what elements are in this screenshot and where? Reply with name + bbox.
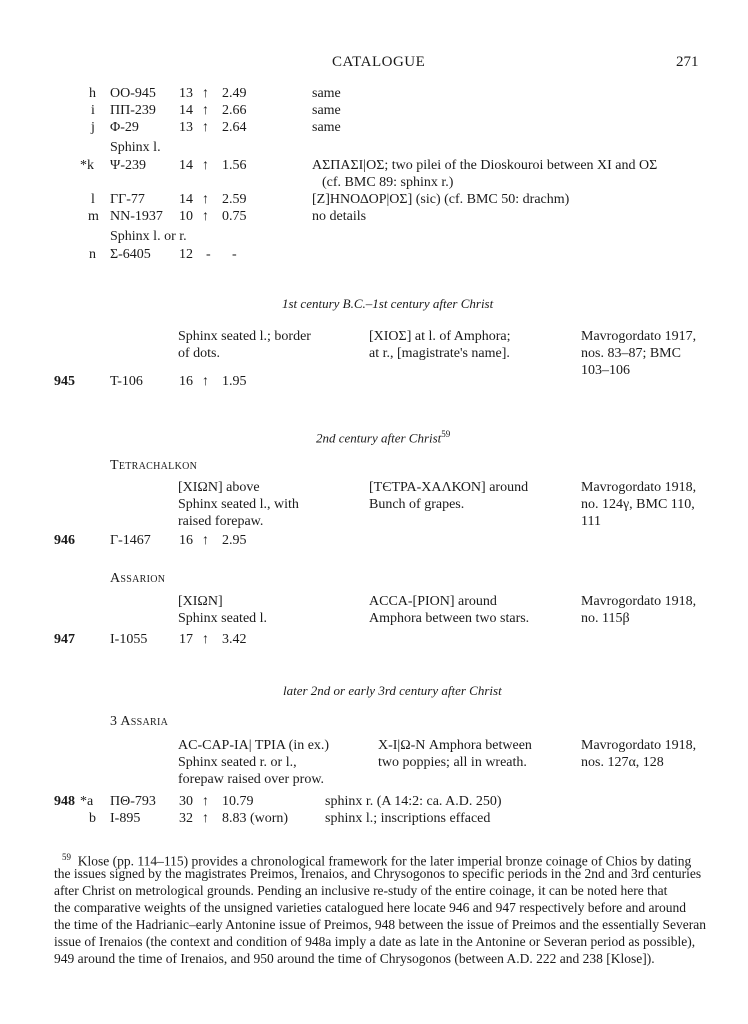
inventory-number: ΠΠ-239: [110, 103, 156, 118]
weight: 2.59: [222, 192, 247, 207]
obverse-line: Sphinx seated l., with: [178, 497, 299, 512]
page-title: CATALOGUE: [332, 54, 426, 70]
reverse-line: two poppies; all in wreath.: [378, 755, 527, 770]
diameter: 13: [179, 86, 193, 101]
row-id: l: [91, 192, 95, 207]
reverse-line: Amphora between two stars.: [369, 611, 530, 626]
inventory-number: ΓΓ-77: [110, 192, 145, 207]
reference-line: nos. 83–87; BMC: [581, 346, 681, 361]
footnote-line: 949 around the time of Irenaios, and 950 around the time of Chrysogonos (between A.D. 222 and 238 [Klose]).: [54, 951, 655, 966]
subheading: Sphinx l. or r.: [110, 229, 187, 244]
subheading: Sphinx l.: [110, 140, 161, 155]
inventory-number: I-895: [110, 811, 141, 826]
diameter: 30: [179, 794, 193, 809]
row-id: h: [89, 86, 96, 101]
diameter: 17: [179, 632, 193, 647]
obverse-line: ΑC-CΑΡ-ΙΑ| ΤΡΙΑ (in ex.): [178, 738, 330, 753]
page-number: 271: [676, 54, 699, 70]
die-axis-arrow-icon: ↑: [202, 811, 209, 826]
description: ΑΣΠΑΣΙ|ΟΣ; two pilei of the Dioskouroi between ΧΙ and ΟΣ: [312, 158, 658, 173]
denomination: 3 Assaria: [110, 714, 169, 729]
footnote-text: Klose (pp. 114–115) provides a chronological framework for the later imperial bronze coinage of Chios by dating: [77, 853, 692, 869]
reverse-line: Bunch of grapes.: [369, 497, 465, 512]
inventory-number: OO-945: [110, 86, 156, 101]
diameter: 32: [179, 811, 193, 826]
description: same: [312, 103, 341, 118]
section-heading-1: 1st century B.C.–1st century after Christ: [282, 296, 494, 311]
weight: 2.64: [222, 120, 247, 135]
weight: 8.83 (worn): [222, 811, 289, 826]
die-axis-arrow-icon: ↑: [202, 158, 209, 173]
denomination: Tetrachalkon: [110, 458, 198, 473]
section-heading-text: 2nd century after Christ: [316, 430, 442, 446]
diameter: 16: [179, 533, 193, 548]
reverse-line: Χ-Ι|Ω-Ν Amphora between: [378, 738, 532, 753]
reference-line: 103–106: [581, 363, 630, 378]
description: no details: [312, 209, 367, 224]
die-axis-arrow-icon: ↑: [202, 103, 209, 118]
description: same: [312, 86, 341, 101]
obverse-line: Sphinx seated l.; border: [178, 329, 311, 344]
diameter: 10: [179, 209, 193, 224]
row-id: j: [91, 120, 95, 135]
footnote-line: the comparative weights of the unsigned varieties catalogued here locate 946 and 947 respectively before and around: [54, 900, 687, 915]
footnote-line: the issues signed by the magistrates Preimos, Irenaios, and Chrysogonos to specific periods in the 2nd and 3rd centuries: [54, 866, 702, 881]
reverse-line: ΑССΑ-[ΡΙΟΝ] around: [369, 594, 497, 609]
obverse-line: Sphinx seated l.: [178, 611, 268, 626]
weight: 2.66: [222, 103, 247, 118]
diameter: 16: [179, 374, 193, 389]
weight: 2.95: [222, 533, 247, 548]
diameter: 13: [179, 120, 193, 135]
obverse-line: forepaw raised over prow.: [178, 772, 325, 787]
footnote-line: after Christ on metrological grounds. Pending an inclusive re-study of the entire coinage, it can be noted here that: [54, 883, 668, 898]
die-axis-arrow-icon: ↑: [202, 120, 209, 135]
catalogue-number: 947: [54, 632, 75, 647]
denomination: Assarion: [110, 571, 166, 586]
row-id: m: [88, 209, 99, 224]
diameter: 12: [179, 247, 193, 262]
weight: 10.79: [222, 794, 254, 809]
reference-line: nos. 127α, 128: [581, 755, 664, 770]
description: sphinx l.; inscriptions effaced: [325, 811, 491, 826]
reference-line: 111: [581, 514, 601, 529]
weight: 3.42: [222, 632, 247, 647]
die-axis-arrow-icon: ↑: [202, 794, 209, 809]
row-id: i: [91, 103, 95, 118]
section-heading-2: [316, 426, 450, 446]
footnote-marker: 59: [441, 429, 451, 439]
inventory-number: Ψ-239: [110, 158, 146, 173]
reference-line: Mavrogordato 1917,: [581, 329, 697, 344]
reverse-line: [ΧΙΟΣ] at l. of Amphora;: [369, 329, 511, 344]
description-continuation: (cf. BMC 89: sphinx r.): [322, 175, 454, 190]
description: [Ζ]ΗΝΟΔΟΡ|ΟΣ] (sic) (cf. BMC 50: drachm): [312, 192, 570, 207]
reference-line: no. 115β: [581, 611, 630, 626]
die-axis-arrow-icon: ↑: [202, 632, 209, 647]
catalogue-number: 948: [54, 794, 75, 809]
catalogue-number: 945: [54, 374, 75, 389]
reference-line: Mavrogordato 1918,: [581, 594, 697, 609]
inventory-number: Σ-6405: [110, 247, 151, 262]
obverse-line: Sphinx seated r. or l.,: [178, 755, 297, 770]
footnote-line: issue of Irenaios (the context and condition of 948a imply a date as late in the Antonine or Severan period as possible),: [54, 934, 696, 949]
weight: 0.75: [222, 209, 247, 224]
reference-line: Mavrogordato 1918,: [581, 738, 697, 753]
row-id: *k: [80, 158, 94, 173]
inventory-number: I-1055: [110, 632, 148, 647]
inventory-number: Φ-29: [110, 120, 139, 135]
inventory-number: T-106: [110, 374, 143, 389]
obverse-line: [ΧΙΩΝ] above: [178, 480, 260, 495]
die-axis-arrow-icon: ↑: [202, 209, 209, 224]
reference-line: no. 124γ, BMC 110,: [581, 497, 695, 512]
die-axis-arrow-icon: ↑: [202, 374, 209, 389]
die-axis-arrow-icon: ↑: [202, 533, 209, 548]
die-axis: -: [206, 247, 211, 262]
description: same: [312, 120, 341, 135]
diameter: 14: [179, 158, 193, 173]
diameter: 14: [179, 103, 193, 118]
inventory-number: ΠΘ-793: [110, 794, 156, 809]
die-axis-arrow-icon: ↑: [202, 86, 209, 101]
obverse-line: of dots.: [178, 346, 220, 361]
weight: 1.56: [222, 158, 247, 173]
obverse-line: raised forepaw.: [178, 514, 264, 529]
weight: 1.95: [222, 374, 247, 389]
obverse-line: [ΧΙΩΝ]: [178, 594, 223, 609]
reverse-line: [ΤЄΤΡΑ-ΧΑΛΚΟΝ] around: [369, 480, 529, 495]
row-id: n: [89, 247, 96, 262]
weight: -: [232, 247, 237, 262]
footnote-line: the time of the Hadrianic–early Antonine issue of Preimos, 948 between the issue of Preimos and the essentially Severan: [54, 917, 706, 932]
inventory-number: Γ-1467: [110, 533, 151, 548]
diameter: 14: [179, 192, 193, 207]
section-heading-3: later 2nd or early 3rd century after Christ: [283, 683, 502, 698]
weight: 2.49: [222, 86, 247, 101]
footnote-number: 59: [62, 852, 71, 862]
reference-line: Mavrogordato 1918,: [581, 480, 697, 495]
description: sphinx r. (A 14:2: ca. A.D. 250): [325, 794, 502, 809]
die-axis-arrow-icon: ↑: [202, 192, 209, 207]
row-id: b: [89, 811, 96, 826]
inventory-number: ΝΝ-1937: [110, 209, 163, 224]
reverse-line: at r., [magistrate's name].: [369, 346, 510, 361]
catalogue-number: 946: [54, 533, 75, 548]
row-id: *a: [80, 794, 94, 809]
